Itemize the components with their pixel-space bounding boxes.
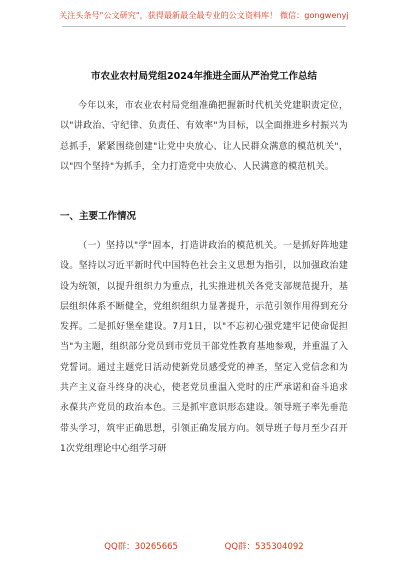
document-title: 市农业农村局党组2024年推进全面从严治党工作总结: [91, 71, 317, 82]
intro-paragraph: 今年以来，市农业农村局党组准确把握新时代机关党建职责定位，以"讲政治、守纪律、负责任、有效率"为目标，以全面推进乡村振兴为总抓手，紧紧围绕创建"让党中央放心、让人民群众满意的模范机关"，以"四个坚持"为抓手，全力打造党中央放心、人民满意的模范机关。: [60, 101, 348, 172]
header-divider: [62, 26, 346, 27]
section-paragraph-1: （一）坚持以"学"固本，打造讲政治的模范机关。一是抓好阵地建设。坚持以习近平新时代中国特色社会主义思想为指引，以加强政治建设为统领，以提升组织力为重点，扎实推进机关各党支部规范提升，基层组织体系不断健全，党组织组织力显著提升，示范引领作用得到充分发挥。二是抓好堡垒建设。7月1日，以"不忘初心强党建牢记使命促担当"为主题，组织部分党员到市党员干部党性教育基地参观，并重温了入党誓词。通过主题党日活动使新党员感受党的神圣，坚定入党信念和为共产主义奋斗终身的决心，使老党员重温入党时的庄严承诺和奋斗追求永葆共产党员的政治本色。三是抓牢意识形态建设。领导班子率先垂范带头学习，筑牢正确思想，引领正确发展方向。领导班子每月至少召开1次党组理论中心组学习研: [60, 241, 348, 454]
footer-qq-group-1: QQ群：30265665: [104, 542, 178, 552]
section-heading-1: 一、主要工作情况: [60, 211, 137, 222]
header-banner: 关注头条号"公文研究"，获得最新最全最专业的公文资料库！ 微信：gongwenyj: [59, 11, 349, 20]
footer-qq-group-2: QQ群：535304092: [224, 542, 304, 552]
section-paragraph-block: [60, 236, 348, 459]
intro-paragraph-block: [60, 96, 348, 177]
footer-contact: [0, 540, 408, 552]
